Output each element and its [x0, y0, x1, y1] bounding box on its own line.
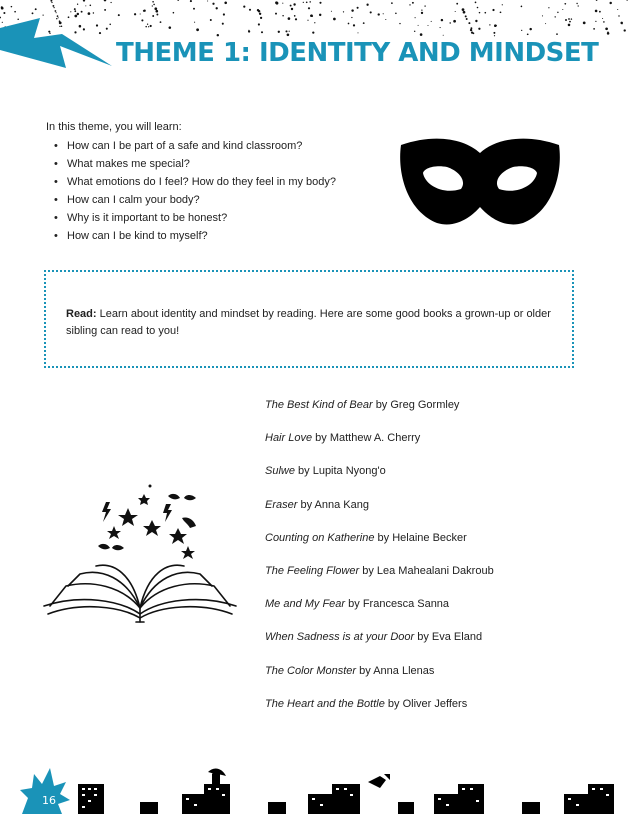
book-item — [265, 498, 494, 531]
open-book-illustration — [40, 482, 240, 632]
learning-goal-item: • How can I calm your body? — [52, 191, 336, 209]
book-item — [265, 564, 494, 597]
book-author: by Oliver Jeffers — [387, 697, 468, 710]
intro-lead: In this theme, you will learn: — [46, 121, 182, 133]
book-item — [265, 597, 494, 630]
book-author: by Francesca Sanna — [348, 598, 450, 611]
book-author: by Anna Llenas — [359, 664, 435, 677]
learning-goals-list — [52, 137, 336, 245]
book-author: by Eva Eland — [417, 631, 483, 644]
book-title: Counting on Katherine — [265, 531, 375, 544]
book-author: by Helaine Becker — [377, 531, 467, 544]
learning-goal-item: • Why is it important to be honest? — [52, 209, 336, 227]
book-author: by Matthew A. Cherry — [315, 432, 421, 445]
book-author: by Anna Kang — [300, 498, 369, 511]
learning-goal-item: • How can I be kind to myself? — [52, 227, 336, 245]
page-number: 16 — [42, 794, 56, 807]
superhero-mask-icon — [395, 133, 565, 229]
book-item — [265, 431, 494, 464]
book-title: Me and My Fear — [265, 598, 346, 611]
book-title: Hair Love — [265, 432, 313, 445]
book-title: The Heart and the Bottle — [265, 697, 385, 710]
book-author: by Lea Mahealani Dakroub — [362, 564, 494, 577]
lightning-bolt-icon — [0, 16, 120, 76]
read-callout-text — [66, 306, 556, 340]
book-item — [265, 464, 494, 497]
book-title: The Color Monster — [265, 664, 357, 677]
book-author: by Lupita Nyong'o — [298, 465, 386, 478]
book-title: The Best Kind of Bear — [265, 399, 373, 411]
page-title: THEME 1: IDENTITY AND MINDSET — [116, 38, 599, 68]
book-item — [265, 398, 494, 431]
book-title: Sulwe — [265, 465, 295, 478]
learning-goal-item: • What emotions do I feel? How do they feel in my body? — [52, 173, 336, 191]
book-item — [265, 531, 494, 564]
city-skyline-illustration — [0, 760, 628, 814]
book-title: The Feeling Flower — [265, 564, 360, 577]
read-description: Learn about identity and mindset by reading. Here are some good books a grown-up or older sibling can read to you! — [66, 308, 551, 337]
book-title: When Sadness is at your Door — [265, 631, 415, 644]
book-title: Eraser — [265, 498, 298, 511]
read-callout-box — [44, 270, 574, 368]
book-item — [265, 697, 494, 730]
learning-goal-item: • What makes me special? — [52, 155, 336, 173]
learning-goal-item: • How can I be part of a safe and kind classroom? — [52, 137, 336, 155]
book-author: by Greg Gormley — [375, 399, 460, 411]
book-list — [265, 398, 494, 730]
book-item — [265, 664, 494, 697]
book-item — [265, 630, 494, 663]
read-label: Read: — [66, 308, 97, 320]
